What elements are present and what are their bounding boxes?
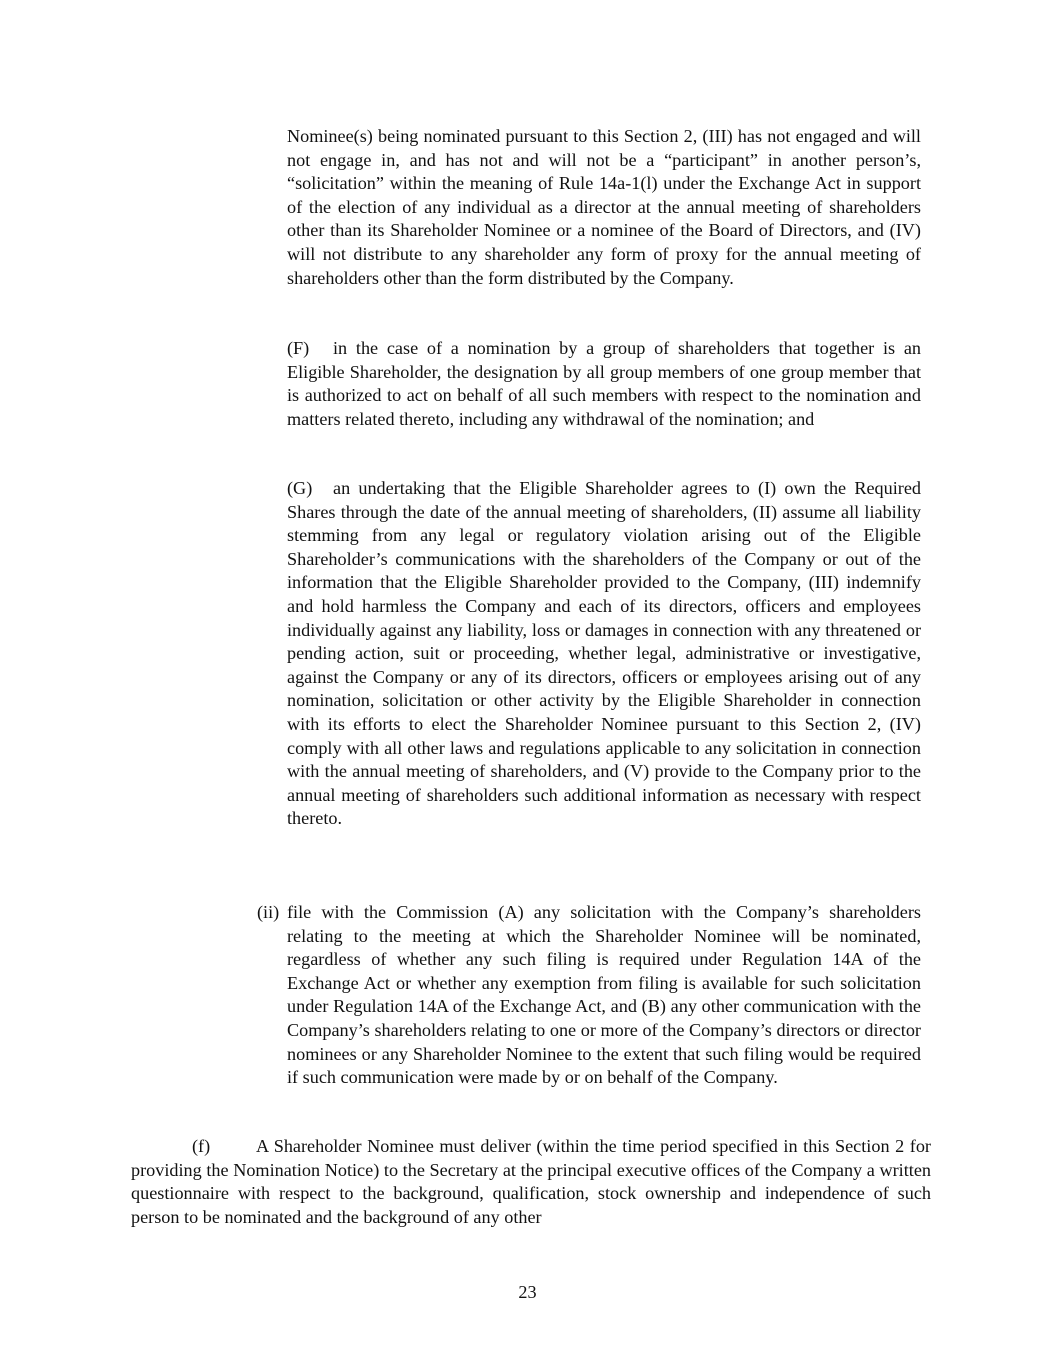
section-f-paragraph [131, 1135, 931, 1229]
subitem-f-paragraph [287, 337, 921, 431]
continuation-paragraph: Nominee(s) being nominated pursuant to this Section 2, (III) has not engaged and will not engage in, and has not and will not be a “participant” in another person’s, “solicitation” within the meaning of Rule 14a-1(l) under the Exchange Act in support of the election of any individual as a director at the annual meeting of shareholders other than its Shareholder Nominee or a nominee of the Board of Directors, and (IV) will not distribute to any shareholder any form of proxy for the annual meeting of shareholders other than the form distributed by the Company. [287, 126, 921, 288]
item-ii-label: (ii) [257, 902, 280, 922]
section-f-text: A Shareholder Nominee must deliver (within the time period specified in this Section 2 for providing the Nomination Notice) to the Secretary at the principal executive offices of the Company a written questionnaire with respect to the background, qualification, stock ownership and independence of such person to be nominated and the background of any other [131, 1136, 931, 1227]
page-number: 23 [518, 1282, 537, 1302]
section-f-label: (f) [192, 1136, 211, 1156]
item-ii-paragraph: file with the Commission (A) any solicitation with the Company’s shareholders relating to the meeting at which the Shareholder Nominee will be nominated, regardless of whether any such filing is required under Regulation 14A of the Exchange Act or whether any exemption from filing is available for such solicitation under Regulation 14A of the Exchange Act, and (B) any other communication with the Company’s shareholders relating to one or more of the Company’s directors or director nominees or any Shareholder Nominee to the extent that such filing would be required if such communication were made by or on behalf of the Company. [287, 902, 921, 1088]
subitem-f-text: in the case of a nomination by a group of shareholders that together is an Eligible Shareholder, the designation by all group members of one group member that is authorized to act on behalf of all such members with respect to the nomination and matters related thereto, including any withdrawal of the nomination; and [287, 338, 921, 429]
subitem-g-paragraph [287, 477, 921, 831]
subitem-g-text: an undertaking that the Eligible Shareholder agrees to (I) own the Required Shares through the date of the annual meeting of shareholders, (II) assume all liability stemming from any legal or regulatory violation arising out of the Eligible Shareholder’s communications with the shareholders of the Company or out of the information that the Eligible Shareholder provided to the Company, (III) indemnify and hold harmless the Company and each of its directors, officers and employees individually against any liability, loss or damages in connection with any threatened or pending action, suit or proceeding, whether legal, administrative or investigative, against the Company or any of its directors, officers or employees arising out of any nomination, solicitation or other activity by the Eligible Shareholder in connection with its efforts to elect the Shareholder Nominee pursuant to this Section 2, (IV) comply with all other laws and regulations applicable to any solicitation in connection with the annual meeting of shareholders, and (V) provide to the Company prior to the annual meeting of shareholders such additional information as necessary with respect thereto. [287, 478, 921, 829]
subitem-f-label: (F) [287, 338, 310, 358]
subitem-g-label: (G) [287, 478, 313, 498]
